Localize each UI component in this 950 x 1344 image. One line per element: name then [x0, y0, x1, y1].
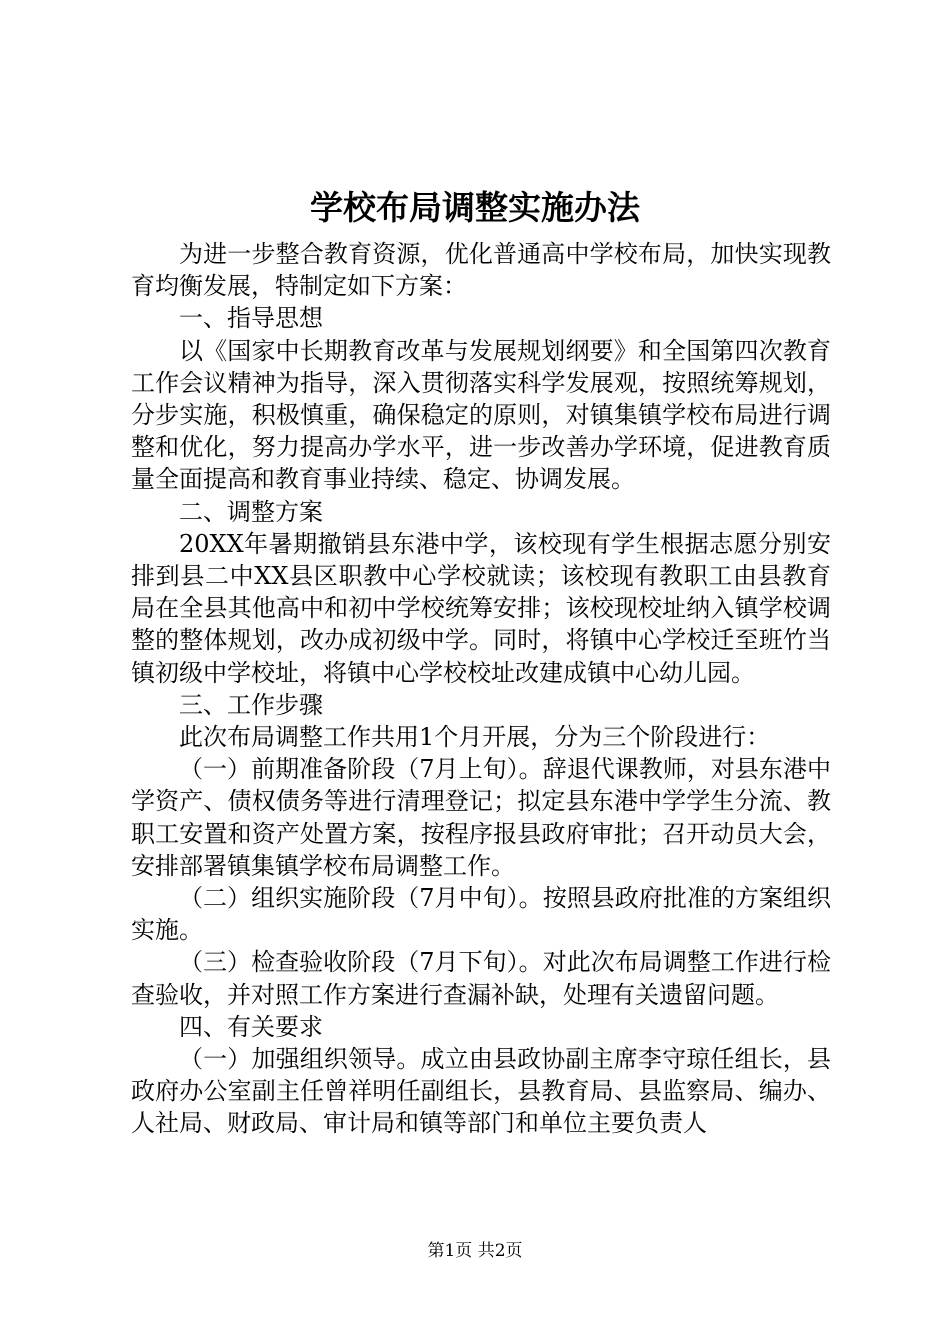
paragraph: （二）组织实施阶段（7月中旬）。按照县政府批准的方案组织实施。 — [131, 884, 831, 945]
paragraph: 以《国家中长期教育改革与发展规划纲要》和全国第四次教育工作会议精神为指导，深入贯彻落实科学发展观，按照统筹规划，分步实施，积极慎重，确保稳定的原则，对镇集镇学校布局进行调整和优化，努力提高办学水平，进一步改善办学环境，促进教育质量全面提高和教育事业持续、稳定、协调发展。 — [131, 336, 831, 494]
paragraph: （三）检查验收阶段（7月下旬）。对此次布局调整工作进行检查验收，并对照工作方案进行查漏补缺，处理有关遗留问题。 — [131, 948, 831, 1009]
paragraph: 此次布局调整工作共用1个月开展，分为三个阶段进行： — [179, 723, 771, 752]
paragraph: 20XX年暑期撤销县东港中学，该校现有学生根据志愿分别安排到县二中XX县区职教中心学校就读；该校现有教职工由县教育局在全县其他高中和初中学校统筹安排；该校现校址纳入镇学校调整的整体规划，改办成初级中学。同时，将镇中心学校迁至班竹当镇初级中学校址，将镇中心学校校址改建成镇中心幼儿园。 — [131, 529, 831, 687]
paragraph-intro: 为进一步整合教育资源，优化普通高中学校布局，加快实现教育均衡发展，特制定如下方案： — [131, 240, 831, 301]
section-heading-2: 二、调整方案 — [179, 497, 323, 526]
section-heading-4: 四、有关要求 — [179, 1012, 323, 1041]
section-heading-1: 一、指导思想 — [179, 304, 323, 333]
document-body — [131, 238, 831, 1140]
document-title: 学校布局调整实施办法 — [310, 188, 640, 227]
section-heading-3: 三、工作步骤 — [179, 690, 323, 719]
page-number-footer: 第1页 共2页 — [427, 1241, 523, 1261]
paragraph: （一）加强组织领导。成立由县政协副主席李守琼任组长，县政府办公室副主任曾祥明任副组长，县教育局、县监察局、编办、人社局、财政局、审计局和镇等部门和单位主要负责人 — [131, 1045, 831, 1138]
paragraph: （一）前期准备阶段（7月上旬）。辞退代课教师，对县东港中学资产、债权债务等进行清理登记；拟定县东港中学学生分流、教职工安置和资产处置方案，按程序报县政府审批；召开动员大会，安排部署镇集镇学校布局调整工作。 — [131, 755, 831, 880]
